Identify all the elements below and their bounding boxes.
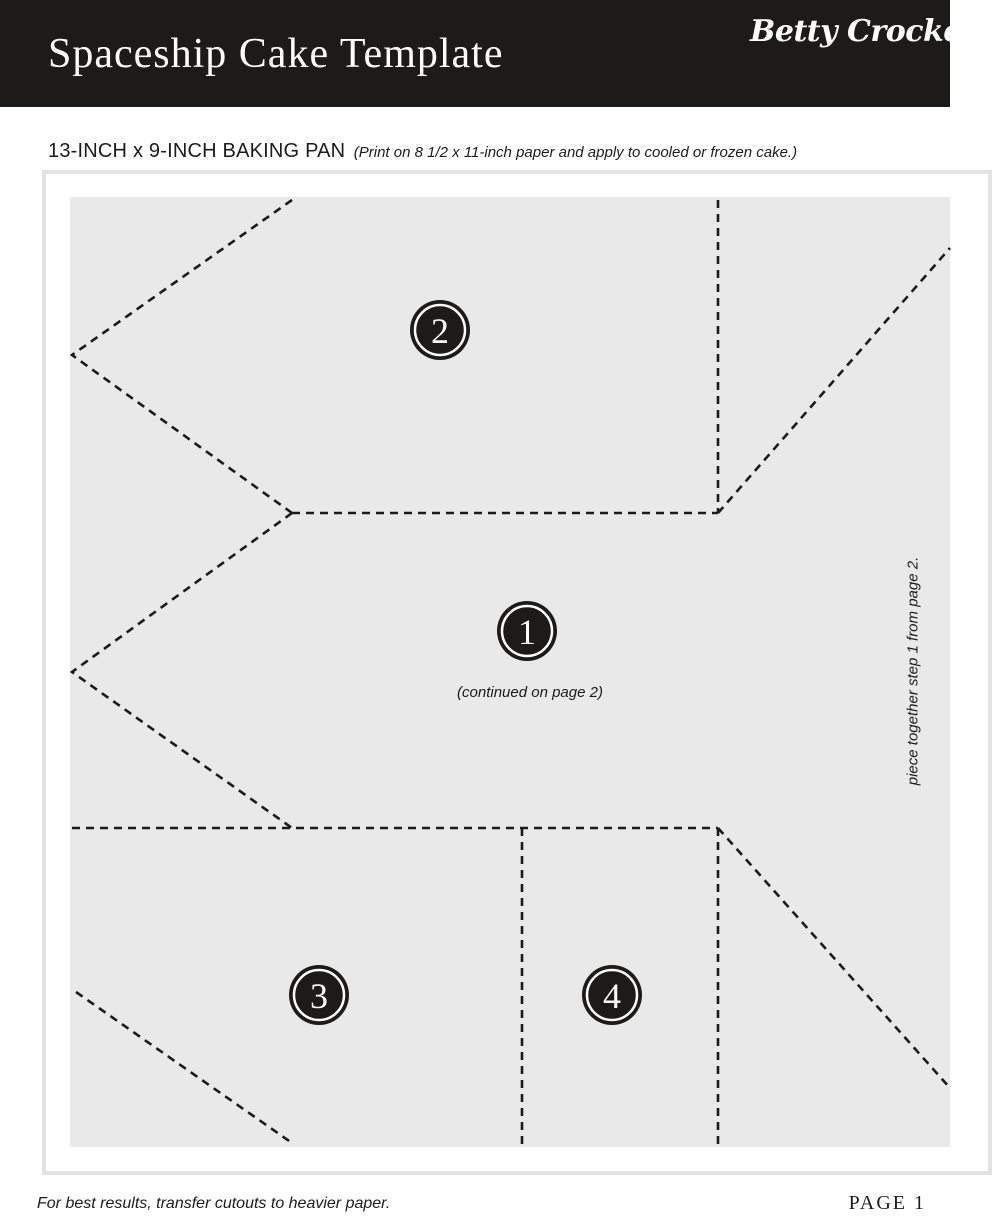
pan-size-label: 13-INCH x 9-INCH BAKING PAN (48, 140, 346, 162)
piece-number-2: 2 (431, 311, 449, 351)
piece-number-4: 4 (603, 976, 621, 1016)
cut-line-piece-2-left (72, 200, 292, 513)
brand-logo: Betty Crocker (750, 14, 978, 49)
piece-number-1: 1 (518, 612, 536, 652)
piece-number-3: 3 (310, 976, 328, 1016)
cut-line-piece-1-left (72, 513, 292, 828)
footer-note: For best results, transfer cutouts to heavier paper. (37, 1195, 391, 1212)
continued-note: (continued on page 2) (457, 684, 603, 701)
piece-badge-1 (497, 601, 557, 661)
page-title: Spaceship Cake Template (48, 31, 504, 77)
page-number: PAGE 1 (848, 1192, 926, 1214)
print-instructions: (Print on 8 1/2 x 11-inch paper and apply to cooled or frozen cake.) (353, 144, 798, 161)
piece-badge-2 (410, 300, 470, 360)
piece-badge-3 (289, 965, 349, 1025)
cut-line-wing-lower (718, 828, 950, 1088)
assembly-side-note: piece together step 1 from page 2. (904, 556, 922, 786)
cut-line-piece-3-diagonal (76, 992, 292, 1143)
cut-line-wing-upper (718, 248, 950, 513)
piece-badge-4 (582, 965, 642, 1025)
